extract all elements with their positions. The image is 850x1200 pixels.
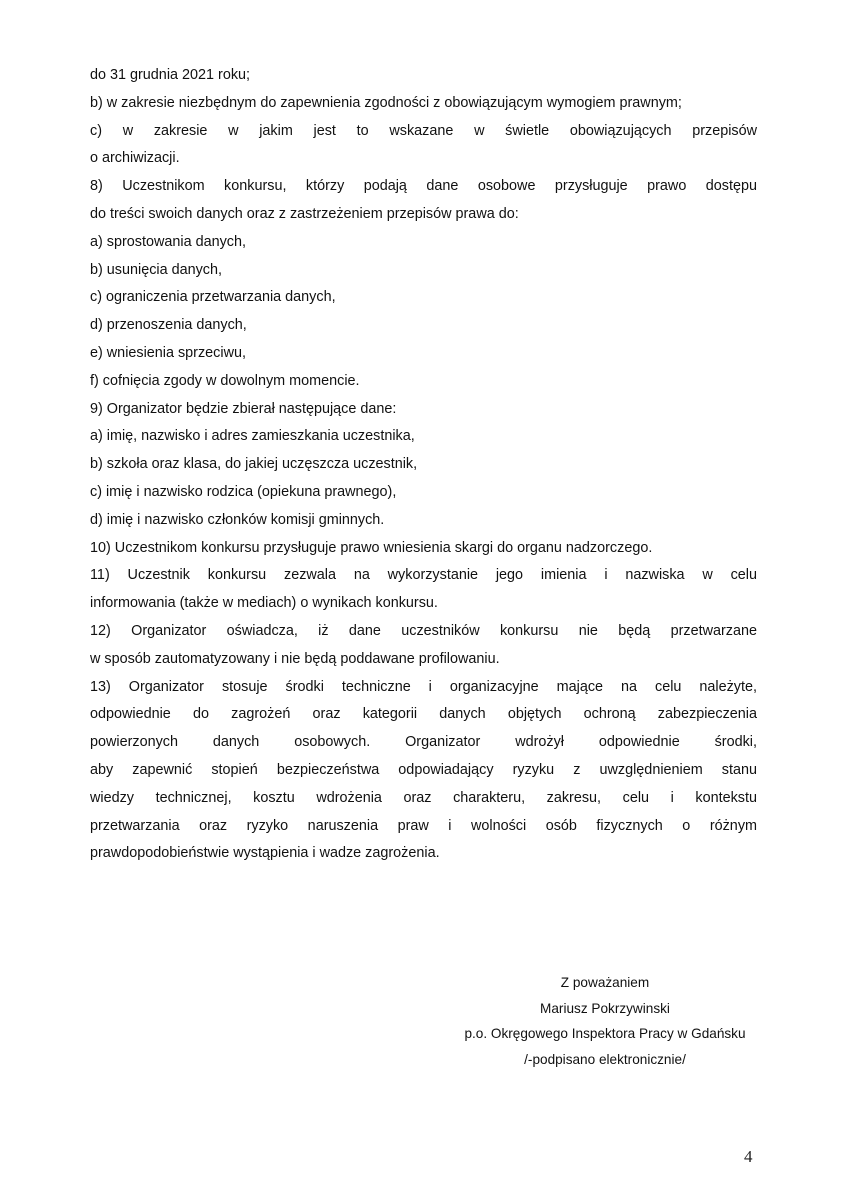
body-line: e) wniesienia sprzeciwu,: [90, 344, 246, 361]
body-line: b) szkoła oraz klasa, do jakiej uczęszcza uczestnik,: [90, 456, 418, 473]
closing-text: Z poważaniem: [560, 975, 650, 990]
body-line: b) usunięcia danych,: [90, 261, 222, 278]
body-line: 13) Organizator stosuje środki techniczne i organizacyjne mające na celu należyte,: [90, 678, 757, 695]
body-line: 10) Uczestnikom konkursu przysługuje prawo wniesienia skargi do organu nadzorczego.: [90, 539, 653, 556]
body-line: odpowiednie do zagrożeń oraz kategorii danych objętych ochroną zabezpieczenia: [90, 706, 757, 723]
body-line: do 31 grudnia 2021 roku;: [90, 67, 251, 83]
body-line: d) przenoszenia danych,: [90, 317, 247, 334]
body-line: 8) Uczestnikom konkursu, którzy podają dane osobowe przysługuje prawo dostępu: [90, 178, 757, 195]
page-number: 4: [744, 1147, 753, 1166]
body-line: przetwarzania oraz ryzyko naruszenia praw i wolności osób fizycznych o różnym: [90, 817, 757, 834]
body-line: 9) Organizator będzie zbierał następujące dane:: [90, 400, 397, 417]
body-line: a) imię, nazwisko i adres zamieszkania uczestnika,: [90, 428, 415, 445]
body-line: aby zapewnić stopień bezpieczeństwa odpowiadający ryzyku z uwzględnieniem stanu: [90, 761, 757, 778]
body-line: powierzonych danych osobowych. Organizator wdrożył odpowiednie środki,: [90, 734, 757, 751]
body-line: f) cofnięcia zgody w dowolnym momencie.: [90, 372, 360, 389]
body-line: c) imię i nazwisko rodzica (opiekuna prawnego),: [90, 483, 397, 500]
body-line: 12) Organizator oświadcza, iż dane uczestników konkursu nie będą przetwarzane: [90, 622, 757, 639]
document-body: [90, 62, 757, 868]
body-line: c) ograniczenia przetwarzania danych,: [90, 289, 336, 306]
body-line: o archiwizacji.: [90, 150, 180, 167]
electronic-signature-note: /-podpisano elektronicznie/: [524, 1051, 686, 1067]
signatory-name: Mariusz Pokrzywinski: [540, 1000, 670, 1016]
body-line: d) imię i nazwisko członków komisji gminnych.: [90, 511, 385, 528]
body-line: b) w zakresie niezbędnym do zapewnienia zgodności z obowiązującym wymogiem prawnym;: [90, 94, 682, 111]
body-line: wiedzy technicznej, kosztu wdrożenia oraz charakteru, zakresu, celu i kontekstu: [90, 789, 757, 806]
body-line: prawdopodobieństwie wystąpienia i wadze zagrożenia.: [90, 845, 440, 862]
body-line: 11) Uczestnik konkursu zezwala na wykorzystanie jego imienia i nazwiska w celu: [90, 567, 757, 584]
body-line: informowania (także w mediach) o wynikach konkursu.: [90, 595, 438, 612]
body-line: c) w zakresie w jakim jest to wskazane w świetle obowiązujących przepisów: [90, 122, 757, 139]
signatory-position: p.o. Okręgowego Inspektora Pracy w Gdańsku: [464, 1026, 746, 1041]
body-line: a) sprostowania danych,: [90, 233, 246, 250]
signature-block: [430, 970, 780, 1072]
body-line: w sposób zautomatyzowany i nie będą poddawane profilowaniu.: [90, 650, 500, 667]
body-line: do treści swoich danych oraz z zastrzeżeniem przepisów prawa do:: [90, 205, 519, 222]
